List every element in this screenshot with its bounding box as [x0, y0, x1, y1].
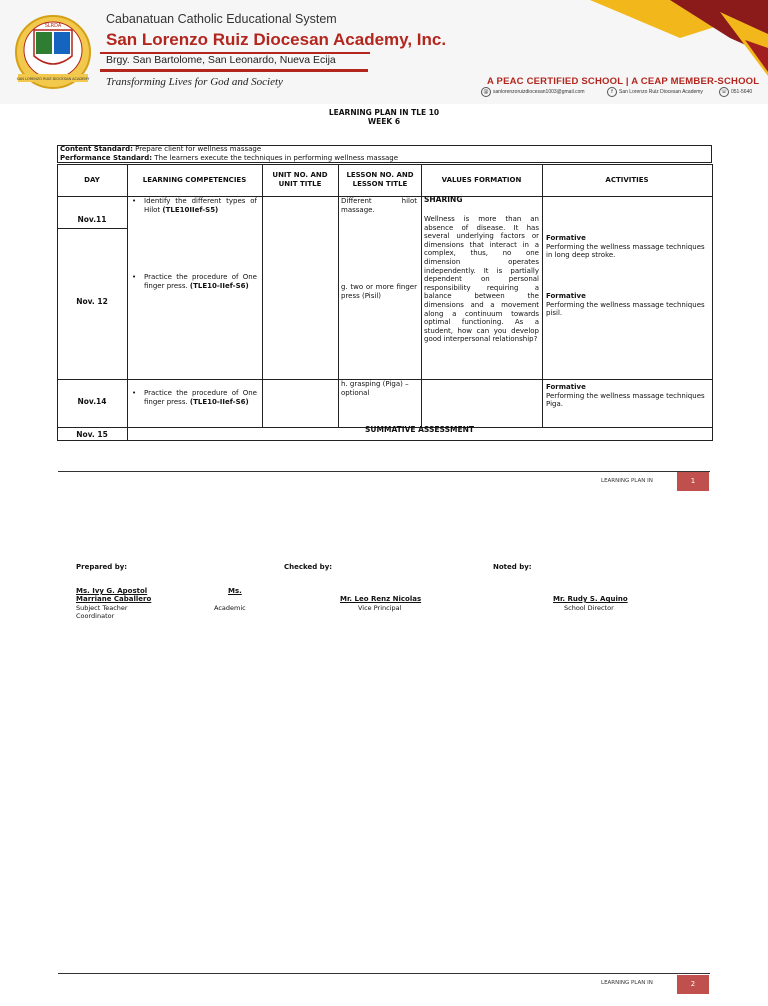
header-values: VALUES FORMATION [441, 175, 522, 184]
footer-label: LEARNING PLAN IN [601, 478, 653, 484]
values-heading: SHARING [424, 195, 463, 204]
footer-rule [58, 973, 710, 974]
certification-banner: A PEAC CERTIFIED SCHOOL | A CEAP MEMBER-SCHOOL [487, 76, 760, 87]
activity-entry: Formative Performing the wellness massage techniques in long deep stroke. [546, 234, 705, 260]
phone-number: 051-5640 [731, 89, 753, 95]
day-cell: Nov. 12 [76, 297, 108, 306]
week-label: WEEK 6 [367, 117, 401, 126]
prepared-by-label: Prepared by: [76, 563, 128, 571]
signatory-name: Marriane Caballero [76, 595, 152, 603]
header-lesson: LESSON NO. AND LESSON TITLE [346, 171, 414, 188]
signatory-name: Mr. Rudy S. Aquino [553, 595, 628, 603]
activity-entry: Formative Performing the wellness massage techniques Piga. [546, 383, 705, 409]
activity-entry: Formative Performing the wellness massage techniques pisil. [546, 292, 705, 318]
day-cell: Nov.14 [77, 397, 107, 406]
signatory-name: Ms. [228, 587, 242, 595]
day-cell: Nov. 15 [76, 430, 108, 439]
footer-rule [58, 471, 710, 472]
table-rule [127, 164, 128, 441]
header-unit: UNIT NO. AND UNIT TITLE [272, 171, 328, 188]
table-rule [542, 164, 543, 428]
content-standard: Content Standard: Prepare client for wellness massage [60, 145, 262, 153]
page-number: 2 [677, 975, 709, 994]
competency-item: • Practice the procedure of One finger press. (TLE10-IIef-S6) [144, 273, 257, 290]
email-address: sanlorenzoruizdiocesan1003@gmail.com [493, 89, 585, 95]
school-seal-logo [12, 10, 94, 90]
table-rule [712, 164, 713, 441]
signatory-name: Ms. Ivy G. Apostol [76, 587, 148, 595]
signatory-role: School Director [564, 604, 614, 612]
svg-text:SAN LORENZO RUIZ DIOCESAN ACAD: SAN LORENZO RUIZ DIOCESAN ACADEMY [16, 77, 90, 81]
table-rule [262, 164, 263, 428]
lesson-title: h. grasping (Piga) – optional [341, 380, 409, 397]
signatory-name: Mr. Leo Renz Nicolas [340, 595, 422, 603]
lesson-title: g. two or more finger press (Pisil) [341, 283, 417, 300]
day-cell: Nov.11 [77, 215, 107, 224]
table-rule [421, 164, 422, 428]
header-activities: ACTIVITIES [605, 175, 649, 184]
header-day: DAY [84, 175, 100, 184]
facebook-icon: f [607, 87, 617, 97]
footer-label: LEARNING PLAN IN [601, 980, 653, 986]
email-icon: @ [481, 87, 491, 97]
phone-icon: ☏ [720, 89, 728, 95]
competency-item: • Practice the procedure of One finger press. (TLE10-IIef-S6) [144, 389, 257, 406]
system-name: Cabanatuan Catholic Educational System [106, 12, 337, 26]
table-rule [57, 440, 713, 441]
competency-item: • Identify the different types of Hilot (TLE10IIef-S5) [144, 197, 257, 214]
summative-assessment: SUMMATIVE ASSESSMENT [365, 425, 474, 434]
school-address: Brgy. San Bartolome, San Leonardo, Nueva Ecija [106, 54, 336, 66]
school-name: San Lorenzo Ruiz Diocesan Academy, Inc. [106, 30, 447, 49]
table-rule [57, 228, 127, 229]
noted-by-label: Noted by: [493, 563, 532, 571]
table-rule [338, 164, 339, 428]
checked-by-label: Checked by: [284, 563, 333, 571]
lesson-title: Different hilot massage. [341, 197, 417, 214]
school-motto: Transforming Lives for God and Society [106, 76, 283, 88]
divider [100, 69, 368, 72]
page-number: 1 [677, 472, 709, 491]
signatory-role: Coordinator [76, 612, 115, 620]
svg-text:SLRDA: SLRDA [44, 23, 62, 29]
signatory-role: Vice Principal [358, 604, 402, 612]
signatory-role: Subject Teacher [76, 604, 128, 612]
signatory-role: Academic [214, 604, 246, 612]
facebook-page: San Lorenzo Ruiz Diocesan Academy [619, 89, 703, 95]
header-competencies: LEARNING COMPETENCIES [142, 175, 247, 184]
values-text: Wellness is more than an absence of disease. It has several underlying factors or dimensions that interact in a complex, thus, no one dimension operates independently. It is partially dependent on personal responsibility requiring a balance between the dimensions and a movement along a continuum towards optimal functioning. As a student, how can you develop good interpersonal relationship? [424, 215, 539, 344]
page-title: LEARNING PLAN IN TLE 10 [328, 108, 440, 117]
performance-standard: Performance Standard: The learners execute the techniques in performing wellness massage [60, 154, 399, 162]
